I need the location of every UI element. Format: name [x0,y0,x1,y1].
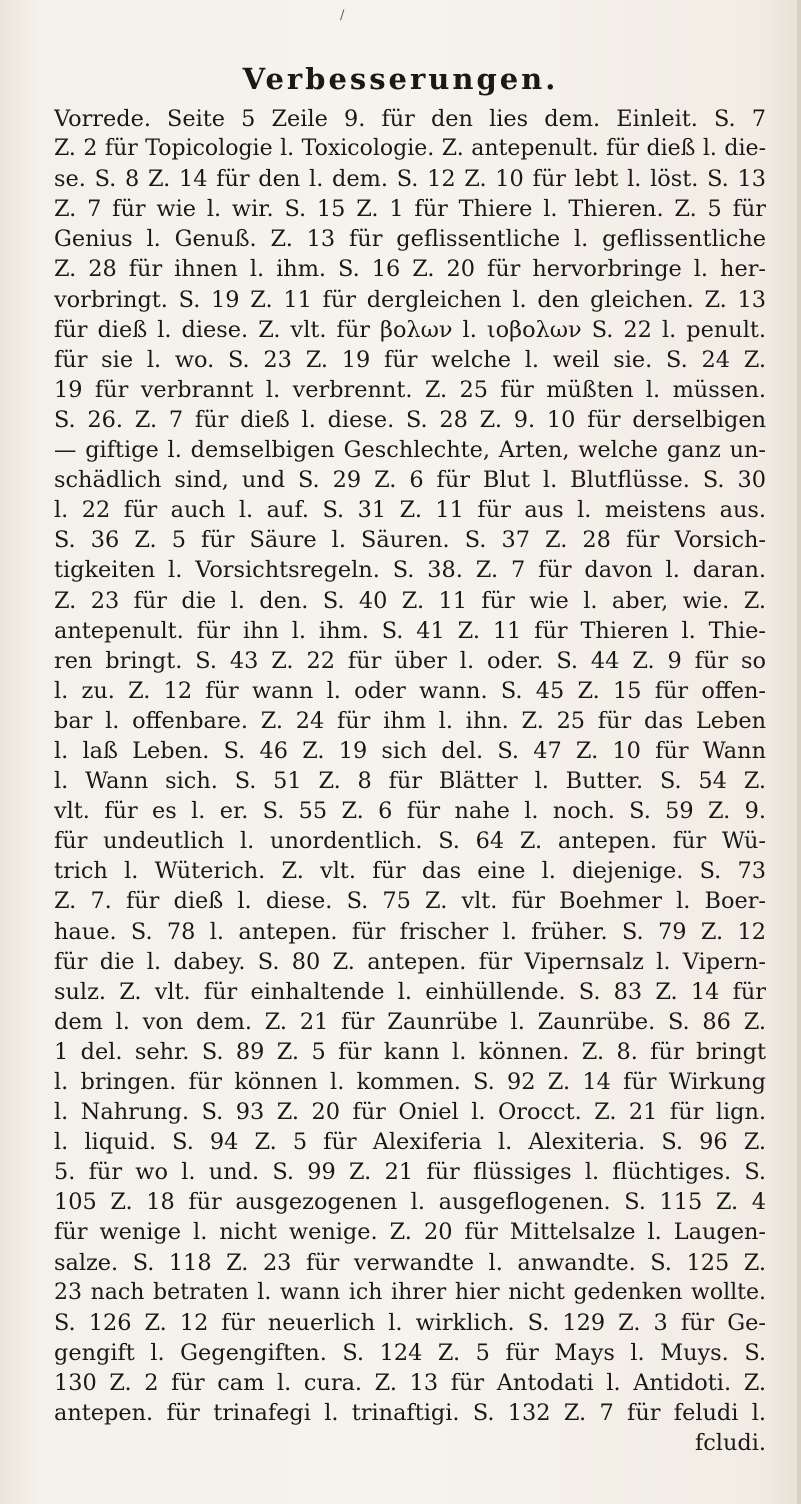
errata-line: Z. 7. für dieß l. diese. S. 75 Z. vlt. für Boehmer l. Boer- [54,888,766,915]
errata-line: l. zu. Z. 12 für wann l. oder wann. S. 45 Z. 15 für offen- [54,677,766,704]
errata-line: Z. 2 für Topicologie l. Toxicologie. Z. antepenult. für dieß l. die- [54,136,766,162]
errata-line: schädlich sind, und S. 29 Z. 6 für Blut l. Blutflüsse. S. 30 [54,467,766,494]
errata-line: fcludi. [694,1430,766,1457]
errata-line: S. 26. Z. 7 für dieß l. diese. S. 28 Z. 9. 10 für derselbigen [54,406,766,433]
errata-line: 23 nach betraten l. wann ich ihrer hier nicht gedenken wollte. [54,1279,766,1305]
errata-line: Z. 28 für ihnen l. ihm. S. 16 Z. 20 für hervorbringe l. her- [54,256,766,283]
errata-line: Genius l. Genuß. Z. 13 für geflissentliche l. geflissentliche [54,226,766,253]
page-title: Verbesserungen. [242,62,559,96]
errata-line: salze. S. 118 Z. 23 für verwandte l. anwandte. S. 125 Z. [54,1249,766,1276]
errata-line: für wenige l. nicht wenige. Z. 20 für Mittelsalze l. Laugen- [54,1219,766,1246]
errata-line: l. Nahrung. S. 93 Z. 20 für Oniel l. Orocct. Z. 21 für lign. [54,1099,766,1126]
errata-line: vlt. für es l. er. S. 55 Z. 6 für nahe l. noch. S. 59 Z. 9. [54,798,766,825]
errata-line: gengift l. Gegengiften. S. 124 Z. 5 für Mays l. Muys. S. [54,1339,766,1366]
errata-line: für sie l. wo. S. 23 Z. 19 für welche l. weil sie. S. 24 Z. [54,346,766,373]
errata-line: für undeutlich l. unordentlich. S. 64 Z. antepen. für Wü- [54,828,766,855]
errata-line: S. 36 Z. 5 für Säure l. Säuren. S. 37 Z. 28 für Vorsich- [54,527,766,554]
errata-line: l. 22 für auch l. auf. S. 31 Z. 11 für aus l. meistens aus. [54,497,766,524]
errata-line: dem l. von dem. Z. 21 für Zaunrübe l. Zaunrübe. S. 86 Z. [54,1008,766,1035]
errata-line: Z. 23 für die l. den. S. 40 Z. 11 für wie l. aber, wie. Z. [54,587,766,614]
errata-line: sulz. Z. vlt. für einhaltende l. einhüllende. S. 83 Z. 14 für [54,978,766,1005]
errata-line: vorbringt. S. 19 Z. 11 für dergleichen l. den gleichen. Z. 13 [54,286,766,313]
errata-line: — giftige l. demselbigen Geschlechte, Arten, welche ganz un- [54,437,766,464]
errata-line: 5. für wo l. und. S. 99 Z. 21 für flüssiges l. flüchtiges. S. [54,1159,766,1186]
errata-line: für dieß l. diese. Z. vlt. für βoλων l. ιoβoλων S. 22 l. penult. [54,316,766,343]
errata-line: S. 126 Z. 12 für neuerlich l. wirklich. S. 129 Z. 3 für Ge- [54,1309,766,1336]
errata-line: se. S. 8 Z. 14 für den l. dem. S. 12 Z. 10 für lebt l. löst. S. 13 [54,166,766,193]
errata-line: l. bringen. für können l. kommen. S. 92 Z. 14 für Wirkung [54,1069,766,1095]
errata-line: 130 Z. 2 für cam l. cura. Z. 13 für Antodati l. Antidoti. Z. [54,1369,766,1396]
errata-line: trich l. Wüterich. Z. vlt. für das eine l. diejenige. S. 73 [54,858,766,885]
page-mark: / [340,8,345,23]
errata-line: Z. 7 für wie l. wir. S. 15 Z. 1 für Thiere l. Thieren. Z. 5 für [54,196,766,223]
errata-line: Vorrede. Seite 5 Zeile 9. für den lies dem. Einleit. S. 7 [54,106,766,132]
errata-line: tigkeiten l. Vorsichtsregeln. S. 38. Z. 7 für davon l. daran. [54,557,766,584]
errata-text [54,104,766,1458]
errata-line: 105 Z. 18 für ausgezogenen l. ausgeflogenen. S. 115 Z. 4 [54,1189,766,1216]
errata-line: antepenult. für ihn l. ihm. S. 41 Z. 11 für Thieren l. Thie- [54,617,766,644]
page-edge [797,0,801,1504]
errata-line: haue. S. 78 l. antepen. für frischer l. früher. S. 79 Z. 12 [54,918,766,945]
errata-line: bar l. offenbare. Z. 24 für ihm l. ihn. Z. 25 für das Leben [54,707,766,734]
errata-line: ren bringt. S. 43 Z. 22 für über l. oder. S. 44 Z. 9 für so [54,647,766,674]
errata-line: für die l. dabey. S. 80 Z. antepen. für Vipernsalz l. Vipern- [54,948,766,975]
errata-line: l. Wann sich. S. 51 Z. 8 für Blätter l. Butter. S. 54 Z. [54,768,766,795]
errata-line: l. laß Leben. S. 46 Z. 19 sich del. S. 47 Z. 10 für Wann [54,737,766,764]
errata-line: 19 für verbrannt l. verbrennt. Z. 25 für müßten l. müssen. [54,376,766,403]
errata-line: antepen. für trinafegi l. trinaftigi. S. 132 Z. 7 für feludi l. [54,1400,766,1427]
errata-line: 1 del. sehr. S. 89 Z. 5 für kann l. können. Z. 8. für bringt [54,1038,766,1065]
errata-line: l. liquid. S. 94 Z. 5 für Alexiferia l. Alexiteria. S. 96 Z. [54,1129,766,1156]
